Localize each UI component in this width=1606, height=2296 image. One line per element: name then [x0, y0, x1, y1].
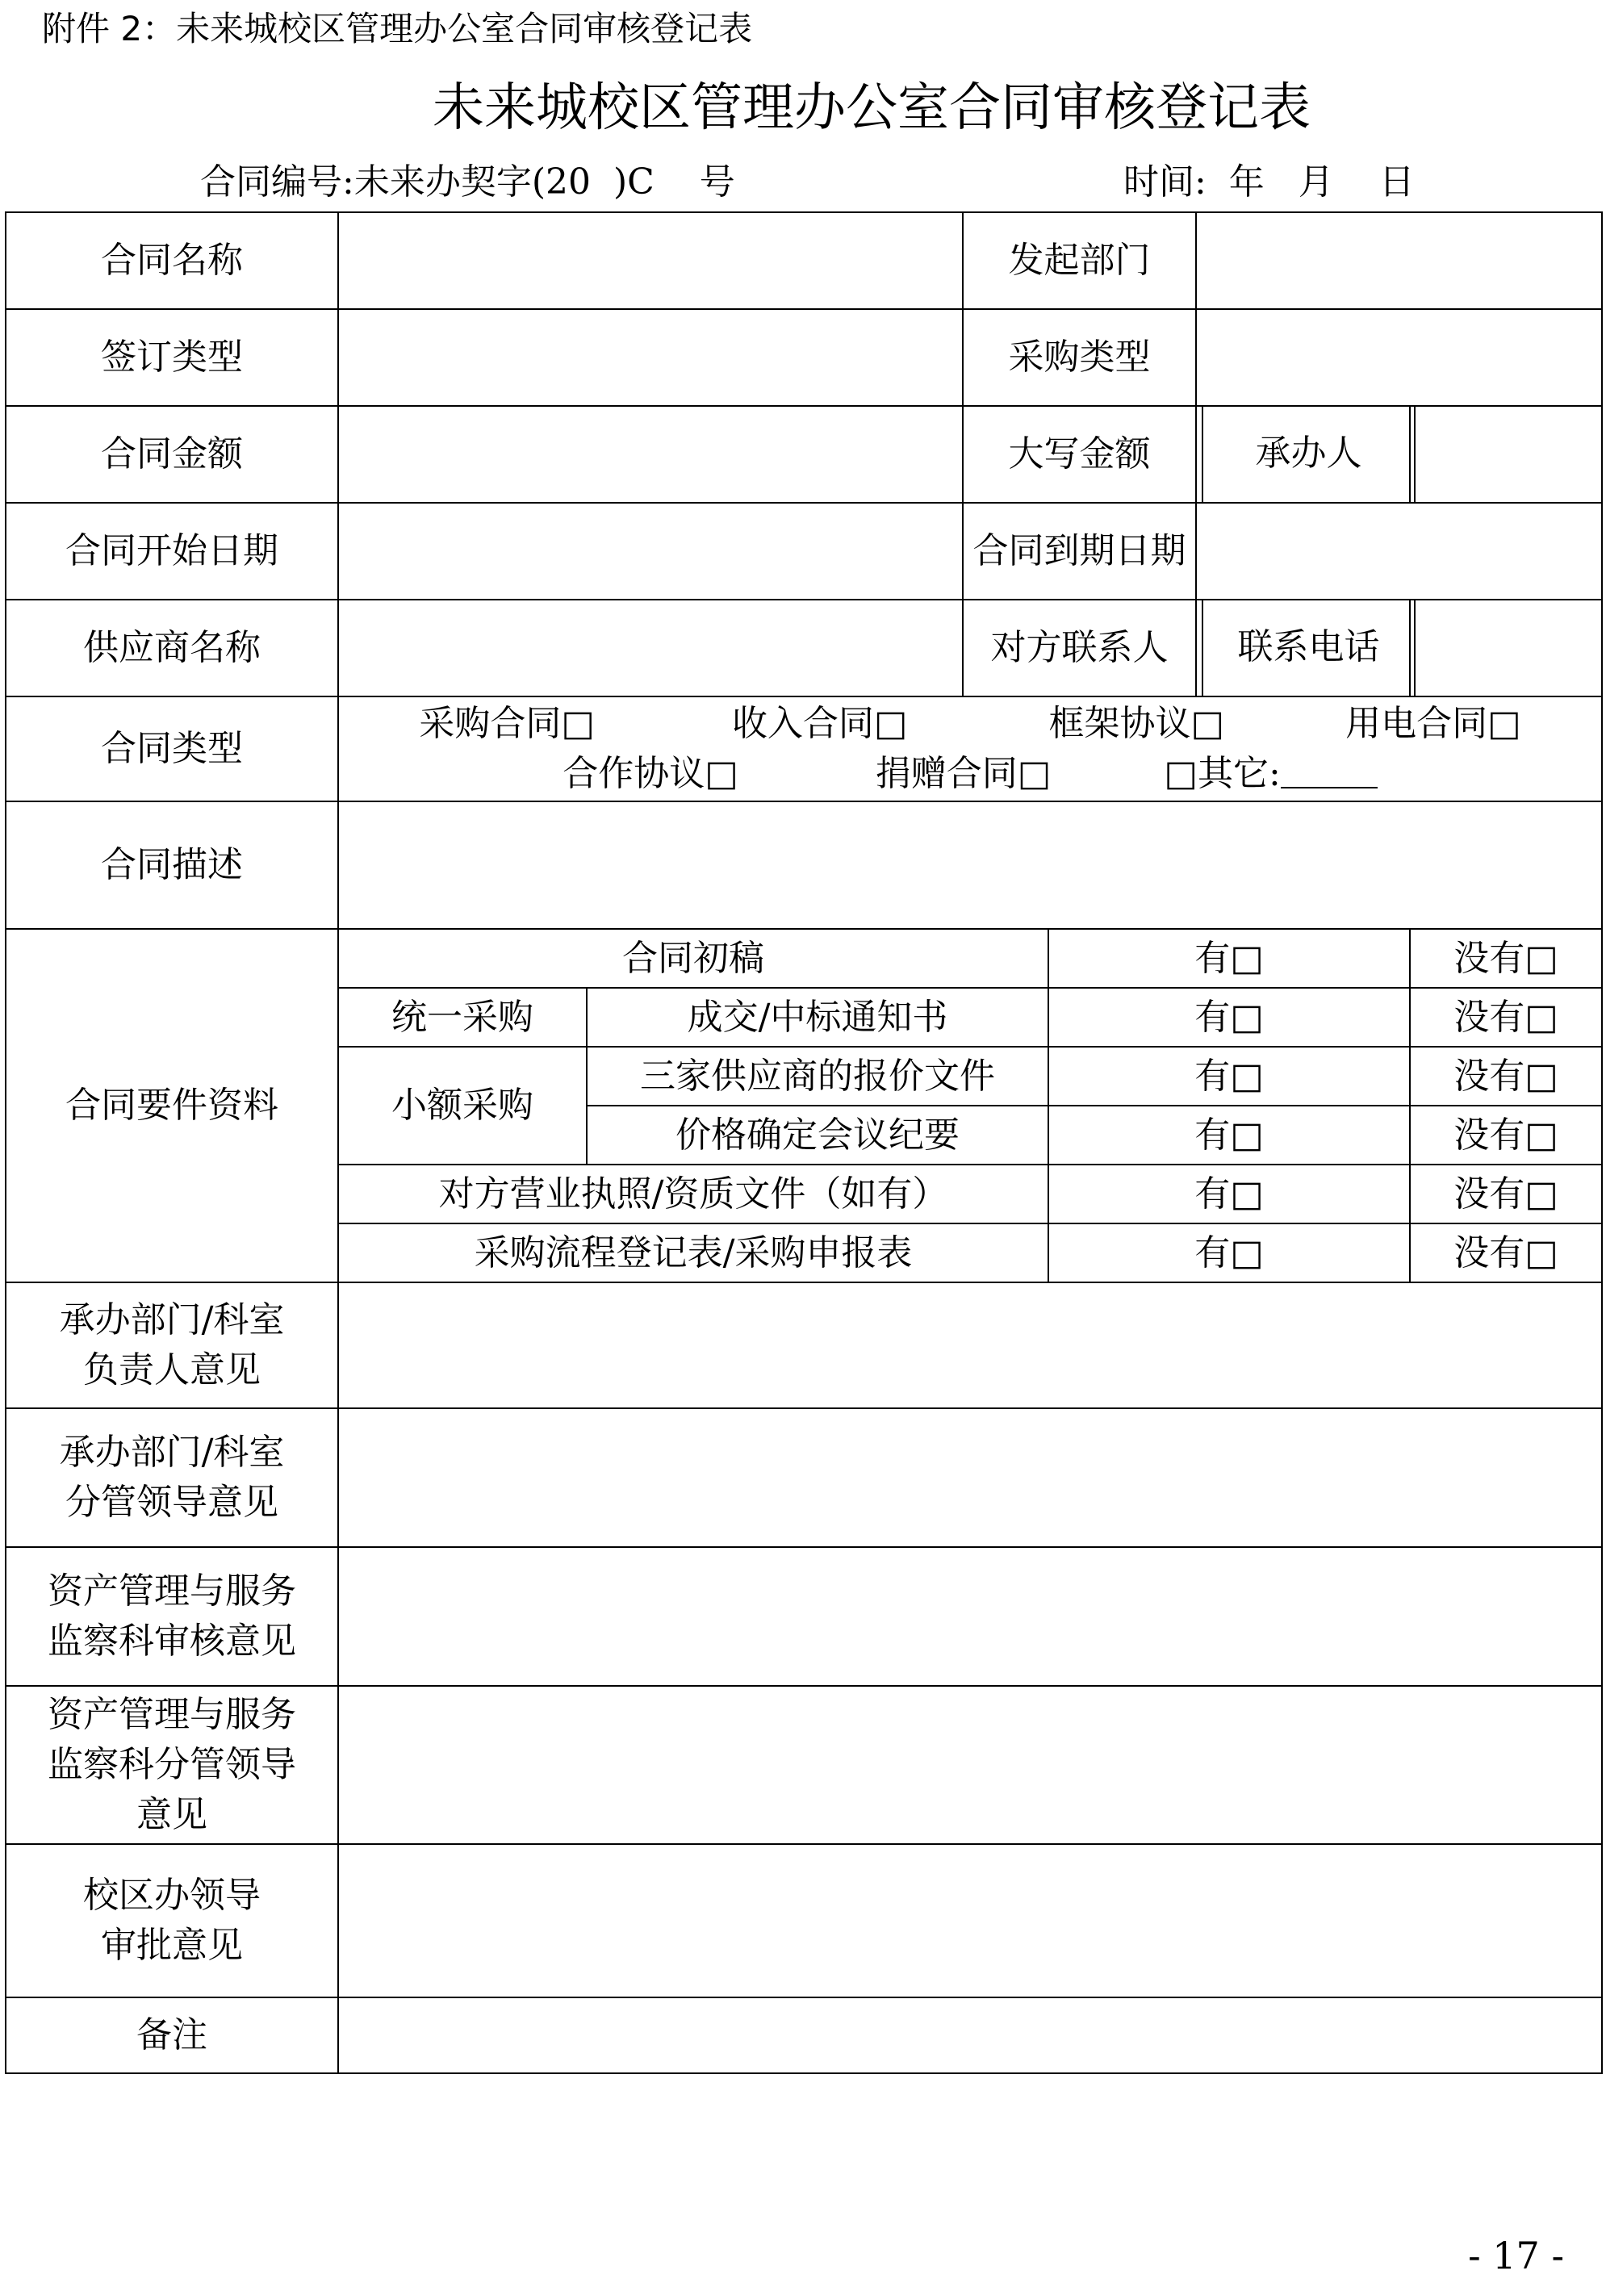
dept-leader-opinion-label [6, 1408, 338, 1547]
contract-description-label: 合同描述 [6, 801, 338, 929]
dept-leader-opinion-line2: 分管领导意见 [65, 1482, 278, 1523]
initiating-department-label: 发起部门 [963, 212, 1196, 309]
dept-head-opinion-label [6, 1282, 338, 1408]
contract-type-options [338, 696, 1602, 801]
contract-amount-label: 合同金额 [6, 406, 338, 503]
signing-type-label: 签订类型 [6, 309, 338, 406]
campus-approval-label [6, 1844, 338, 1997]
unified-procurement-label: 统一采购 [338, 988, 587, 1047]
date-line: 时间: 年 月 日 [1123, 161, 1415, 203]
start-date-label: 合同开始日期 [6, 503, 338, 600]
asset-review-opinion-label [6, 1547, 338, 1686]
dept-head-opinion-line1: 承办部门/科室 [59, 1299, 285, 1340]
doc-draft-label: 合同初稿 [338, 929, 1048, 988]
doc-draft-no[interactable]: 没有□ [1410, 929, 1602, 988]
doc-process-form-no[interactable]: 没有□ [1410, 1223, 1602, 1282]
option-donation-contract[interactable]: 捐赠合同□ [875, 753, 1052, 794]
campus-approval-line1: 校区办领导 [83, 1875, 261, 1916]
option-cooperation-agreement[interactable]: 合作协议□ [563, 753, 738, 794]
doc-award-notice-label: 成交/中标通知书 [587, 988, 1048, 1047]
asset-leader-opinion-value[interactable] [338, 1686, 1602, 1844]
page-number: - 17 - [1468, 2234, 1564, 2277]
dept-leader-opinion-value[interactable] [338, 1408, 1602, 1547]
asset-review-opinion-line1: 资产管理与服务 [48, 1570, 296, 1612]
doc-process-form-label: 采购流程登记表/采购申报表 [338, 1223, 1048, 1282]
handler-label: 承办人 [1202, 405, 1416, 502]
form-title: 未来城校区管理办公室合同审核登记表 [433, 78, 1311, 138]
asset-leader-opinion-line1: 资产管理与服务 [48, 1694, 296, 1735]
attachment-label: 附件 2：未来城校区管理办公室合同审核登记表 [42, 9, 753, 48]
contact-phone-label: 联系电话 [1202, 599, 1416, 696]
remarks-value[interactable] [338, 1997, 1602, 2073]
dept-head-opinion-value[interactable] [338, 1282, 1602, 1408]
remarks-label: 备注 [6, 1997, 338, 2073]
other-blank[interactable] [1281, 750, 1378, 788]
campus-approval-line2: 审批意见 [101, 1925, 243, 1966]
option-other[interactable]: □其它: [1164, 753, 1281, 794]
contact-phone-cell [1410, 600, 1602, 696]
asset-leader-opinion-label [6, 1686, 338, 1844]
signing-type-value[interactable] [338, 309, 963, 406]
supplier-name-value[interactable] [338, 600, 963, 696]
required-documents-label: 合同要件资料 [6, 929, 338, 1282]
option-framework-agreement[interactable]: 框架协议□ [1048, 703, 1225, 744]
start-date-value[interactable] [338, 503, 963, 600]
doc-award-notice-yes[interactable]: 有□ [1048, 988, 1410, 1047]
counterparty-contact-label: 对方联系人 [963, 600, 1196, 696]
contract-number: 合同编号:未来办契字(20 )C 号 [200, 161, 735, 203]
doc-license-no[interactable]: 没有□ [1410, 1165, 1602, 1223]
campus-approval-value[interactable] [338, 1844, 1602, 1997]
doc-price-meeting-no[interactable]: 没有□ [1410, 1106, 1602, 1165]
doc-price-meeting-yes[interactable]: 有□ [1048, 1106, 1410, 1165]
dept-leader-opinion-line1: 承办部门/科室 [59, 1432, 285, 1473]
handler-cell [1410, 406, 1602, 503]
contract-description-value[interactable] [338, 801, 1602, 929]
supplier-name-label: 供应商名称 [6, 600, 338, 696]
amount-in-words-label: 大写金额 [963, 406, 1196, 503]
doc-three-quotes-no[interactable]: 没有□ [1410, 1047, 1602, 1106]
doc-three-quotes-yes[interactable]: 有□ [1048, 1047, 1410, 1106]
asset-review-opinion-line2: 监察科审核意见 [48, 1621, 296, 1662]
doc-license-label: 对方营业执照/资质文件（如有） [338, 1165, 1048, 1223]
procurement-type-value[interactable] [1196, 309, 1602, 406]
doc-three-quotes-label: 三家供应商的报价文件 [587, 1047, 1048, 1106]
doc-price-meeting-label: 价格确定会议纪要 [587, 1106, 1048, 1165]
option-income-contract[interactable]: 收入合同□ [731, 703, 908, 744]
contract-type-label: 合同类型 [6, 696, 338, 801]
dept-head-opinion-line2: 负责人意见 [83, 1349, 261, 1391]
end-date-label: 合同到期日期 [963, 503, 1196, 600]
small-procurement-label: 小额采购 [338, 1047, 587, 1165]
contract-name-label: 合同名称 [6, 212, 338, 309]
option-purchase-contract[interactable]: 采购合同□ [419, 703, 595, 744]
initiating-department-value[interactable] [1196, 212, 1602, 309]
asset-review-opinion-value[interactable] [338, 1547, 1602, 1686]
end-date-value[interactable] [1196, 503, 1602, 600]
procurement-type-label: 采购类型 [963, 309, 1196, 406]
doc-draft-yes[interactable]: 有□ [1048, 929, 1410, 988]
doc-license-yes[interactable]: 有□ [1048, 1165, 1410, 1223]
contract-amount-value[interactable] [338, 406, 963, 503]
asset-leader-opinion-line3: 意见 [136, 1794, 207, 1835]
doc-process-form-yes[interactable]: 有□ [1048, 1223, 1410, 1282]
contract-name-value[interactable] [338, 212, 963, 309]
asset-leader-opinion-line2: 监察科分管领导 [48, 1744, 296, 1785]
doc-award-notice-no[interactable]: 没有□ [1410, 988, 1602, 1047]
option-electricity-contract[interactable]: 用电合同□ [1345, 703, 1521, 744]
